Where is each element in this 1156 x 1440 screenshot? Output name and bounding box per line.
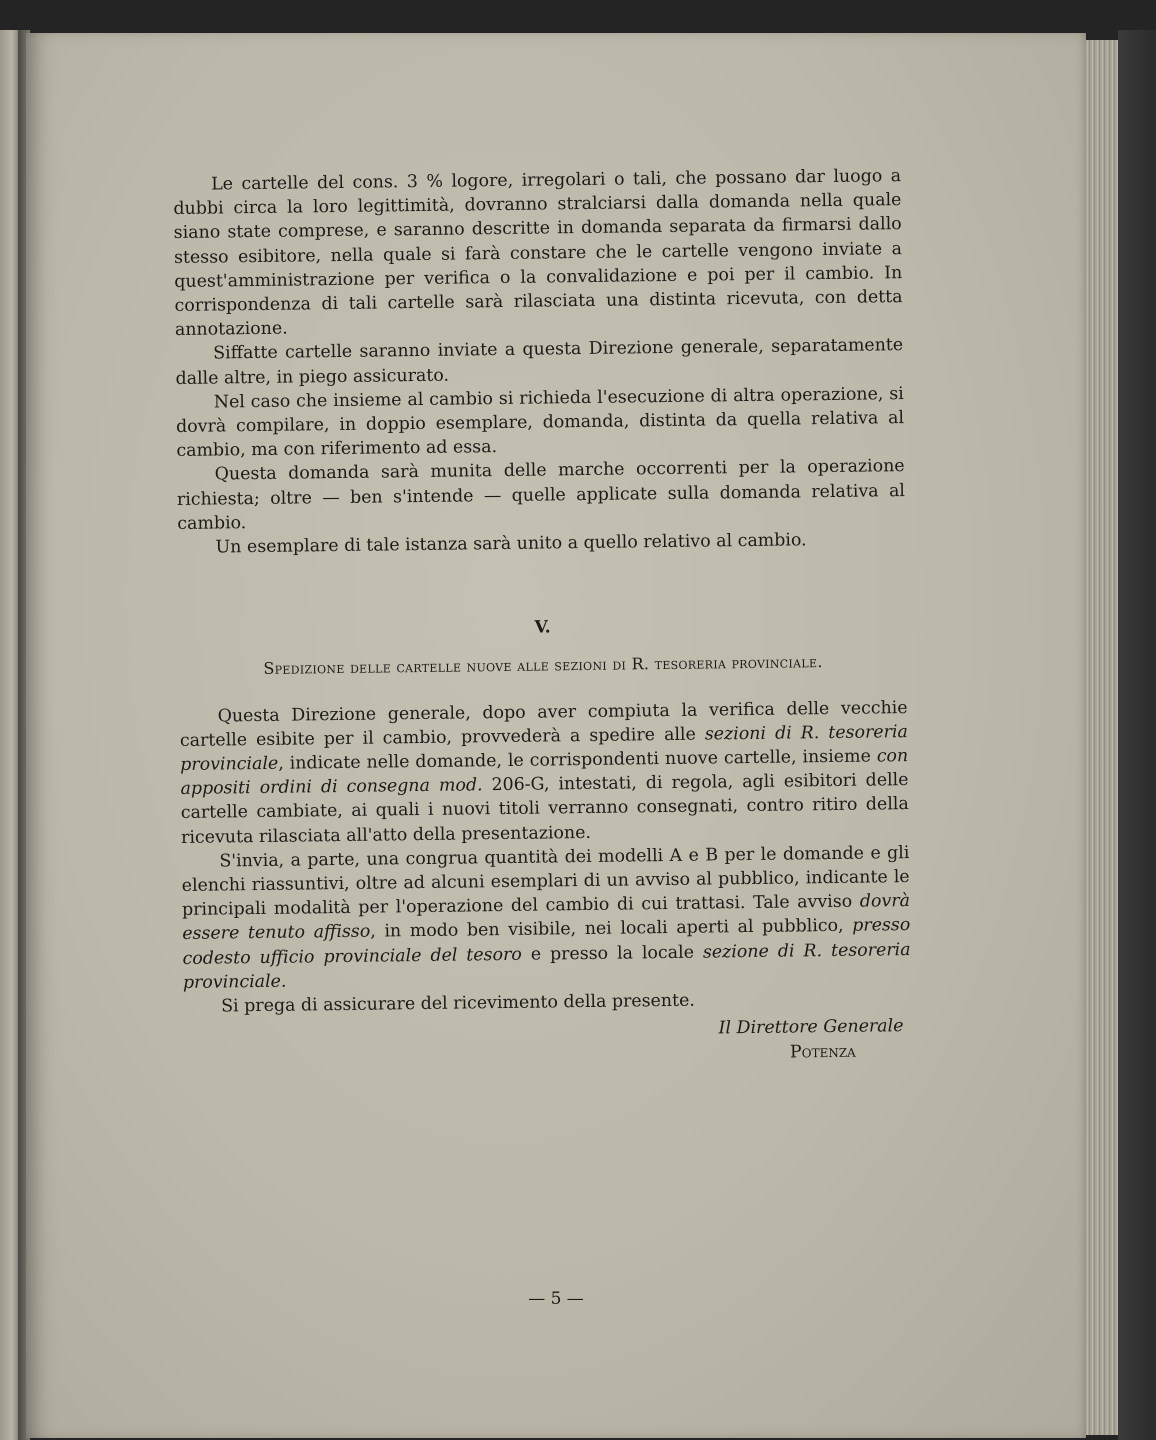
paragraph-3: Nel caso che insieme al cambio si richieda l'esecuzione di altra operazione, si dovrà compilare, in doppio esemplare, domanda, distinta da quella relativa al cambio, ma con riferimento ad essa. xyxy=(175,383,905,462)
paragraph-2: Siffatte cartelle saranno inviate a questa Direzione generale, separatamente dalle altre, in piego assicurato. xyxy=(175,335,904,389)
paragraph-7-part-d: presso codesto ufficio provinciale del tesoro xyxy=(182,915,911,969)
paragraph-6-part-c: , indicate nelle domande, le corrispondenti nuove cartelle, insieme xyxy=(278,746,877,774)
paragraph-7-part-f: sezione di R. tesoreria provinciale. xyxy=(182,939,911,993)
paragraph-7-part-e: e presso la locale xyxy=(521,942,704,965)
book-cover-edge xyxy=(1118,30,1156,1440)
signature-role: Il Direttore Generale xyxy=(718,1016,904,1039)
document-text xyxy=(173,164,912,1072)
paragraph-6-part-e: 206-G, intestati, di regola, agli esibitori delle cartelle cambiate, ai quali i nuovi titoli verranno consegnati, contro ritiro della ricevuta rilasciata all'atto della presentazione. xyxy=(180,770,909,848)
paragraph-7-part-c: , in modo ben visibile, nei locali aperti al pubblico, xyxy=(370,916,853,943)
page-sheet xyxy=(26,33,1086,1438)
paragraph-7-part-a: S'invia, a parte, una congrua quantità dei modelli A e B per le domande e gli elenchi riassuntivi, oltre ad alcuni esemplari di un avviso al pubblico, indicante le principali modalità per l'operazione del cambio di cui trattasi. Tale avviso xyxy=(181,842,910,921)
section-number: V. xyxy=(534,617,551,638)
paragraph-5: Un esemplare di tale istanza sarà unito a quello relativo al cambio. xyxy=(215,530,807,558)
paragraph-4: Questa domanda sarà munita delle marche occorrenti per la operazione richiesta; oltre — ben s'intende — quelle applicate sulla domanda relativa al cambio. xyxy=(176,456,906,534)
paragraph-7 xyxy=(181,841,911,995)
paragraph-6-part-b: sezioni di R. tesoreria provinciale xyxy=(180,721,908,776)
paragraph-6 xyxy=(179,696,909,850)
paragraph-7-part-b: dovrà essere tenuto affisso xyxy=(182,891,911,945)
paragraph-8: Si prega di assicurare del ricevimento della presente. xyxy=(221,990,695,1017)
signature-block xyxy=(183,1014,912,1071)
paragraph-6-part-d: con appositi ordini di consegna mod. xyxy=(180,746,909,800)
paragraph-1: Le cartelle del cons. 3 % logore, irregolari o tali, che possano dar luogo a dubbi circa la loro legittimità, dovranno stralciarsi dalla domanda nella quale siano state comprese, e saranno descritte in domanda separata da firmarsi dallo stesso esibitore, nella quale si farà constare che le cartelle vengono inviate a quest'amministrazione per verifica o la convalidazione e poi per il cambio. In corrispondenza di tali cartelle sarà rilasciata una distinta ricevuta, con detta annotazione. xyxy=(173,166,903,341)
signature-name: Potenza xyxy=(789,1041,856,1063)
page-number: — 5 — xyxy=(528,1289,584,1309)
paragraph-6-part-a: Questa Direzione generale, dopo aver compiuta la verifica delle vecchie cartelle esibite per il cambio, provvederà a spedire alle xyxy=(179,697,908,751)
section-title: Spedizione delle cartelle nuove alle sezioni di R. tesoreria provinciale. xyxy=(263,652,823,679)
